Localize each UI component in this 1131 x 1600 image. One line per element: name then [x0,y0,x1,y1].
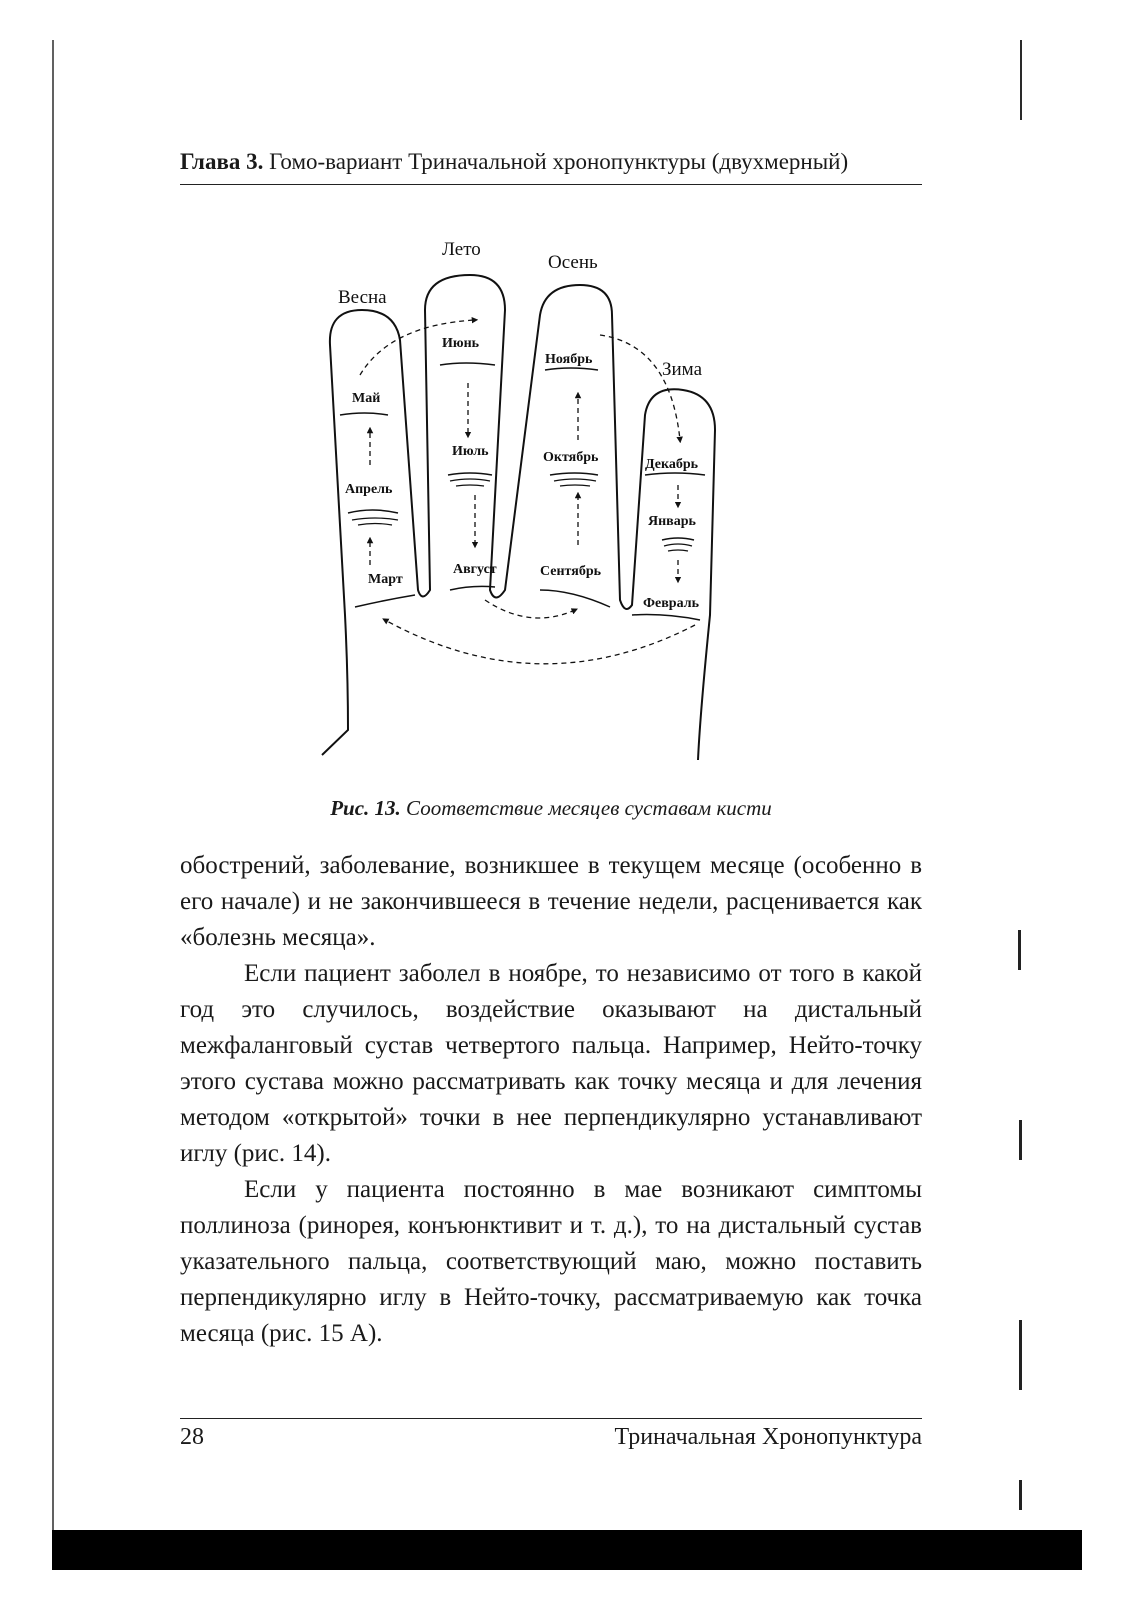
season-spring: Весна [338,287,387,308]
month-april: Апрель [345,482,393,497]
chapter-label: Глава 3. [180,149,264,174]
month-september: Сентябрь [540,564,602,579]
figure-caption [180,794,922,822]
hand-diagram-svg [300,235,760,795]
footer-rule [180,1418,922,1419]
header-rule [180,184,922,185]
book-title: Триначальная Хронопунктура [614,1424,922,1450]
paragraph-2: Если пациент заболел в ноябре, то независимо от того в какой год это случилось, воздействие оказывают на дистальный межфаланговый сустав четвертого пальца. Например, Нейто-точку этого сустава можно рассматривать как точку месяца и для лечения методом «открытой» точки в нее перпендикулярно устанавливают иглу (рис. 14). [180,960,922,1167]
month-may: Май [352,391,381,406]
paragraph-3: Если у пациента постоянно в мае возникают симптомы поллиноза (ринорея, конъюнктивит и т. д.), то на дистальный сустав указательного пальца, соответствующий маю, можно поставить перпендикулярно иглу в Нейто-точку, рассматриваемую как точка месяца (рис. 15 А). [180,1176,922,1347]
running-header [180,148,922,176]
month-january: Январь [648,514,696,529]
season-winter: Зима [662,359,703,380]
scan-edge [1019,1320,1022,1390]
scan-edge [1019,1480,1022,1510]
month-june: Июнь [442,336,480,351]
scan-edge [1020,40,1022,120]
month-december: Декабрь [645,457,699,472]
paragraph-1: обострений, заболевание, возникшее в текущем месяце (особенно в его начале) и не закончившееся в течение недели, расценивается как «болезнь месяца». [180,852,922,951]
caption-label: Рис. 13. [330,796,401,820]
month-august: Август [453,562,497,577]
hand-diagram [300,235,760,795]
season-autumn: Осень [548,252,598,273]
caption-text: Соответствие месяцев суставам кисти [406,796,772,820]
scan-edge [1019,1120,1022,1160]
page-number: 28 [180,1424,204,1450]
scan-edge [1018,930,1021,970]
month-november: Ноябрь [545,352,593,367]
month-october: Октябрь [543,450,599,465]
scan-bottom-bar [52,1530,1082,1570]
scan-edge [52,40,54,1540]
body-text [180,848,922,1352]
month-july: Июль [452,444,489,459]
month-february: Февраль [643,596,699,611]
season-summer: Лето [442,239,481,260]
month-march: Март [368,572,403,587]
chapter-title: Гомо-вариант Триначальной хронопунктуры (двухмерный) [269,149,849,174]
